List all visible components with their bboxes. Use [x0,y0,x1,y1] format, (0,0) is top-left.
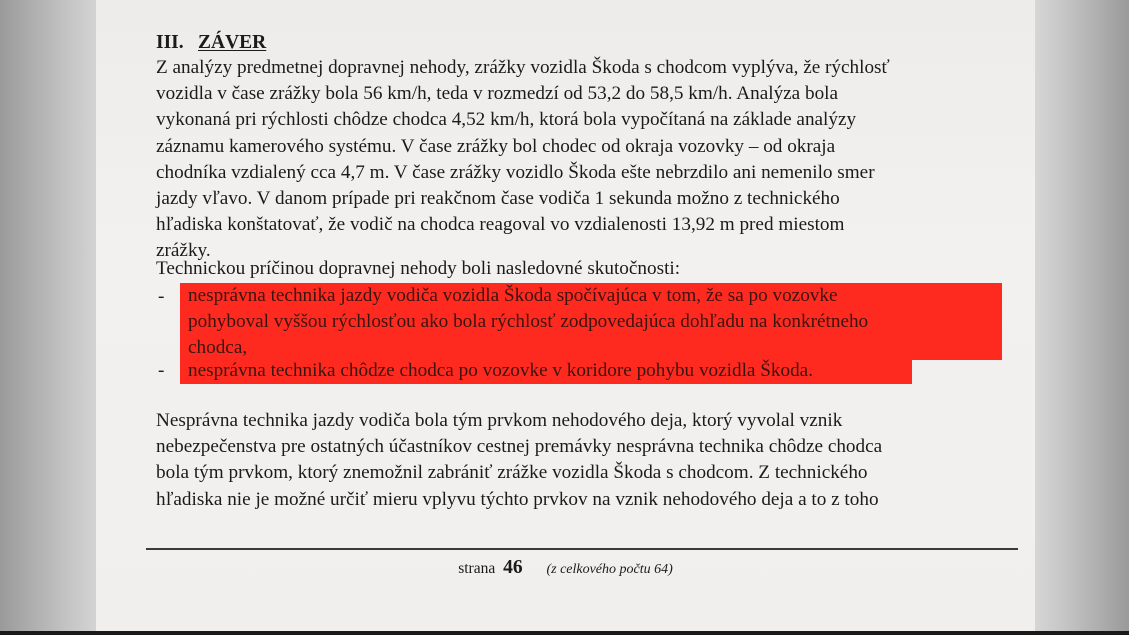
bullet-dash: - [158,360,165,381]
background-right [1035,0,1129,635]
page-total: (z celkového počtu 64) [546,562,673,577]
text-line: chodca, [188,337,248,359]
bullet-dash: - [158,286,165,307]
highlighted-cause-2 [180,358,912,384]
section-title: ZÁVER [198,32,267,53]
text-line: záznamu kamerového systému. V čase zrážky bol chodec od okraja vozovky – od okraja [156,135,836,157]
text-line: hľadiska nie je možné určiť mieru vplyvu týchto prvkov na vznik nehodového deja a to z toho [156,488,879,510]
text-line: vozidla v čase zrážky bola 56 km/h, teda v rozmedzí od 53,2 do 58,5 km/h. Analýza bola [156,83,839,105]
document-page [96,0,1035,631]
text-line: nesprávna technika jazdy vodiča vozidla Škoda spočívajúca v tom, že sa po vozovke [188,285,838,306]
responsibility-paragraph [156,408,998,513]
text-line: chodníka vzdialený cca 4,7 m. V čase zrážky vozidlo Škoda ešte nebrzdilo ani nemenilo smer [156,161,875,183]
text-line: zrážky. [156,240,211,262]
conclusion-paragraph [156,55,998,265]
text-line: vykonaná pri rýchlosti chôdze chodca 4,52 km/h, ktorá bola vypočítaná na základe analýzy [156,109,857,131]
page-label: strana [458,560,496,577]
causes-intro: Technickou príčinou dopravnej nehody boli nasledovné skutočnosti: [156,258,681,279]
footer-divider [146,548,1018,550]
cause-2-text: nesprávna technika chôdze chodca po vozovke v koridore pohybu vozidla Škoda. [188,360,813,381]
section-heading [156,31,266,55]
text-line: Nesprávna technika jazdy vodiča bola tým prvkom nehodového deja, ktorý vyvolal vznik [156,410,843,431]
text-line: Z analýzy predmetnej dopravnej nehody, zrážky vozidla Škoda s chodcom vyplýva, že rýchlosť [156,57,890,78]
page-number: 46 [503,557,523,578]
text-line: hľadiska konštatovať, že vodič na chodca reagoval vo vzdialenosti 13,92 m pred miestom [156,214,845,236]
bottom-edge [0,631,1129,635]
text-line: nebezpečenstva pre ostatných účastníkov cestnej premávky nesprávna technika chôdze chodca [156,436,883,458]
text-line: pohyboval vyššou rýchlosťou ako bola rýchlosť zodpovedajúca dohľadu na konkrétneho [188,311,869,333]
text-line: bola tým prvkom, ktorý znemožnil zabrániť zrážke vozidla Škoda s chodcom. Z technického [156,462,868,484]
highlighted-cause-1 [180,283,1002,360]
section-number: III. [156,32,184,53]
text-line: jazdy vľavo. V danom prípade pri reakčnom čase vodiča 1 sekunda možno z technického [156,188,840,210]
page-footer [96,556,1035,582]
cause-1-text [188,283,994,362]
background-left [0,0,96,635]
